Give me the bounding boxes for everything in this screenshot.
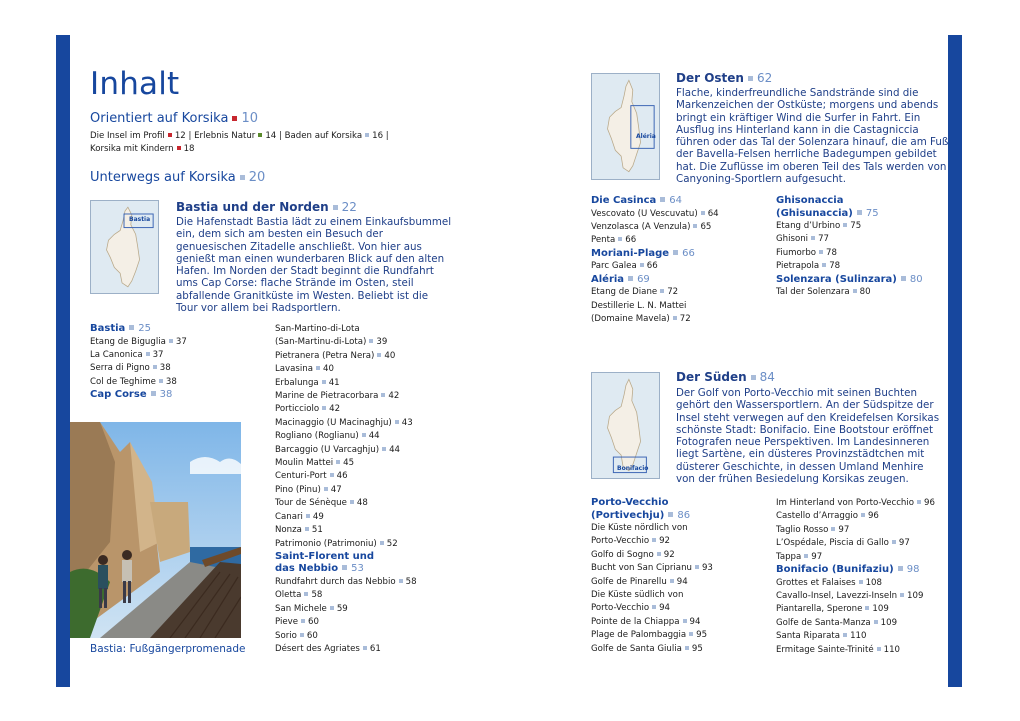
- page-number: 97: [898, 538, 910, 549]
- entry-label: (Ghisunaccia): [776, 207, 853, 219]
- entry-label: Rogliano (Roglianu): [275, 431, 359, 442]
- toc-entry[interactable]: [275, 630, 417, 643]
- entry-label: L’Ospédale, Piscia di Gallo: [776, 538, 889, 549]
- entry-label: Golfe de Santa Giulia: [591, 643, 682, 654]
- toc-entry[interactable]: [275, 430, 417, 443]
- toc-entry[interactable]: [591, 234, 719, 247]
- description-line: genießt man einen wunderbaren Blick auf den alten: [176, 252, 445, 265]
- entry-label: Fiumorbo: [776, 247, 817, 258]
- toc-entry[interactable]: Baden auf Korsika: [284, 131, 363, 141]
- entry-label: Penta: [591, 235, 616, 246]
- entry-label: Macinaggio (U Macinaghju): [275, 417, 392, 428]
- toc-entry[interactable]: [275, 457, 417, 470]
- toc-subheading[interactable]: [591, 195, 719, 208]
- entry-label: Serra di Pigno: [90, 363, 150, 374]
- page-number: 64: [669, 195, 682, 206]
- separator: |: [383, 131, 389, 141]
- entry-label: Bucht von San Ciprianu: [591, 563, 692, 574]
- description-line: genuesischen Zitadelle anschließt. Von hier aus: [176, 240, 422, 253]
- entry-label: Oletta: [275, 590, 302, 601]
- toc-entry[interactable]: [591, 576, 713, 589]
- page-number: 94: [659, 603, 671, 614]
- entry-label: das Nebbio: [275, 563, 339, 575]
- page-number: 86: [677, 509, 691, 521]
- page-number: 12: [174, 131, 186, 141]
- entry-label: Grottes et Falaises: [776, 577, 856, 588]
- page-number: 48: [356, 498, 368, 509]
- toc-entry[interactable]: [275, 643, 417, 656]
- toc-entry[interactable]: [591, 286, 719, 299]
- description-line: düsterer Geschichte, in dessen Umland Menhire: [676, 460, 924, 473]
- bastia-description: [176, 216, 451, 314]
- right-margin-bar: [948, 35, 962, 687]
- osten-list-1: [591, 195, 719, 326]
- left-margin-bar: [56, 35, 70, 687]
- entry-label: Sorio: [275, 630, 297, 641]
- toc-subheading[interactable]: [275, 551, 417, 564]
- sueden-list-1: [591, 497, 713, 656]
- toc-entry[interactable]: [90, 376, 187, 389]
- entry-label: Centuri-Port: [275, 471, 327, 482]
- separator: |: [276, 131, 285, 141]
- entry-label: Erbalunga: [275, 377, 319, 388]
- page-number: 97: [811, 551, 823, 562]
- description-line: Insel steht verwegen auf den Kreidefelsen Korsikas: [676, 411, 940, 424]
- page-number: 93: [701, 563, 713, 574]
- toc-entry[interactable]: [275, 323, 417, 336]
- toc-entry[interactable]: [776, 537, 935, 550]
- toc-entry[interactable]: [776, 603, 935, 616]
- toc-entry[interactable]: [275, 603, 417, 616]
- entry-label: Etang d’Urbino: [776, 221, 841, 231]
- toc-subheading[interactable]: [591, 274, 719, 287]
- entry-label: Die Küste nördlich von: [591, 523, 688, 533]
- corsica-map-icon: [592, 373, 659, 478]
- entry-label: Tour de Sénèque: [275, 498, 347, 509]
- osten-heading[interactable]: Der Osten 62: [676, 71, 773, 85]
- entry-label: Tappa: [776, 551, 802, 562]
- description-line: Markenzeichen der Ostküste; morgens und abends: [676, 99, 939, 112]
- toc-entry[interactable]: [275, 484, 417, 497]
- description-line: führen oder das Tal der Solenzara hinauf, die am Fuß: [676, 136, 949, 149]
- entry-label: Solenzara (Sulinzara): [776, 273, 897, 285]
- corsica-map-icon: [91, 201, 158, 293]
- page-number: 110: [883, 644, 901, 655]
- page-number: 18: [183, 144, 195, 155]
- entry-label: Marine de Pietracorbara: [275, 391, 379, 402]
- description-line: von der frühen Besiedelung Korsikas zeugen.: [676, 473, 909, 486]
- page-number: 60: [308, 617, 319, 628]
- corsica-map-icon: [592, 74, 659, 179]
- toc-subheading[interactable]: [776, 274, 923, 287]
- toc-entry[interactable]: [591, 300, 719, 313]
- map-osten: Aléria: [591, 73, 660, 180]
- entry-label: Pointe de la Chiappa: [591, 616, 680, 627]
- entry-label: Ermitage Sainte-Trinité: [776, 644, 874, 655]
- entry-label: Moriani-Plage: [591, 247, 670, 259]
- page-number: 65: [700, 221, 712, 232]
- toc-entry[interactable]: [591, 208, 719, 221]
- description-line: Tour vor allem bei Radsportlern.: [176, 302, 341, 315]
- toc-entry[interactable]: [776, 233, 923, 246]
- page-number: 64: [707, 208, 719, 219]
- toc-entry[interactable]: [591, 602, 713, 615]
- entry-label: Santa Riparata: [776, 631, 841, 642]
- page-number: 96: [867, 511, 879, 522]
- toc-entry[interactable]: [275, 511, 417, 524]
- page-number: 59: [336, 603, 348, 614]
- toc-subheading[interactable]: [776, 208, 923, 221]
- toc-entry[interactable]: [776, 551, 935, 564]
- toc-entry[interactable]: [591, 535, 713, 548]
- toc-entry[interactable]: [776, 510, 935, 523]
- toc-entry[interactable]: [275, 377, 417, 390]
- entry-label: Porticciolo: [275, 404, 320, 415]
- photo-bastia-promenade: [70, 422, 241, 638]
- toc-entry[interactable]: [776, 260, 923, 273]
- page-number: 95: [696, 630, 708, 641]
- page-number: 66: [625, 235, 637, 246]
- toc-entry[interactable]: [591, 616, 713, 629]
- section-unterwegs[interactable]: Unterwegs auf Korsika 20: [90, 170, 266, 185]
- page-number: 47: [330, 484, 342, 495]
- page-number: 37: [152, 349, 164, 360]
- osten-description: [676, 87, 948, 185]
- toc-entry[interactable]: [591, 643, 713, 656]
- description-line: abfallende Granitküste im Westen. Beliebt ist die: [176, 289, 429, 302]
- toc-entry[interactable]: [776, 497, 935, 510]
- toc-entry[interactable]: [275, 350, 417, 363]
- entry-label: Patrimonio (Patrimoniu): [275, 538, 377, 549]
- toc-entry[interactable]: [275, 538, 417, 551]
- bastia-heading[interactable]: Bastia und der Norden 22: [176, 200, 357, 214]
- toc-entry[interactable]: [275, 417, 417, 430]
- sueden-list-2: [776, 497, 935, 657]
- entry-label: Pieve: [275, 617, 299, 628]
- entry-label: Taglio Rosso: [776, 524, 829, 535]
- entry-label: Golfe de Santa-Manza: [776, 617, 871, 628]
- page-number: 40: [384, 350, 396, 361]
- toc-entry[interactable]: [90, 349, 187, 362]
- entry-label: Moulin Mattei: [275, 458, 334, 469]
- page-number: 109: [907, 590, 924, 601]
- toc-entry[interactable]: [275, 470, 417, 483]
- toc-subheading[interactable]: [90, 323, 187, 336]
- description-line: Hafen. Im Norden der Stadt beginnt die Rundfahrt: [176, 265, 434, 278]
- toc-entry[interactable]: [776, 286, 923, 299]
- toc-entry[interactable]: [591, 562, 713, 575]
- map-sueden: Bonifacio: [591, 372, 660, 479]
- toc-entry[interactable]: [275, 524, 417, 537]
- page-number: 41: [328, 377, 340, 388]
- page-number: 78: [829, 261, 841, 272]
- page-number: 58: [311, 590, 323, 601]
- page-number: 92: [663, 549, 675, 560]
- page-number: 49: [312, 511, 324, 522]
- description-line: Canyoning-Sportlern aufgesucht.: [676, 173, 846, 186]
- entry-label: Porto-Vecchio: [591, 536, 650, 547]
- entry-label: Lavasina: [275, 364, 313, 375]
- toc-entry[interactable]: [275, 616, 417, 629]
- toc-entry[interactable]: Die Insel im Profil: [90, 131, 165, 141]
- toc-entry[interactable]: [275, 576, 417, 589]
- entry-label: Parc Galea: [591, 261, 637, 272]
- page-number: 94: [689, 616, 701, 627]
- page-number: 69: [637, 273, 650, 285]
- toc-entry[interactable]: [776, 617, 935, 630]
- description-line: Fotografen neue Perspektiven. Im Landesinneren: [676, 436, 930, 449]
- entry-label: Pino (Pinu): [275, 484, 321, 495]
- toc-entry[interactable]: [275, 336, 417, 349]
- bastia-list-2: [275, 323, 417, 656]
- toc-subheading[interactable]: [591, 510, 713, 523]
- entry-label: Bonifacio (Bunifaziu): [776, 564, 894, 576]
- entry-label: Destillerie L. N. Mattei: [591, 300, 687, 311]
- entry-label: San Michele: [275, 603, 327, 614]
- entry-label: Vescovato (U Vescuvatu): [591, 208, 698, 219]
- toc-subheading[interactable]: [776, 564, 935, 577]
- page-number: 80: [909, 273, 923, 285]
- page-number: 60: [306, 630, 318, 641]
- toc-entry[interactable]: [776, 524, 935, 537]
- description-line: Die Hafenstadt Bastia lädt zu einem Einkaufsbummel: [176, 216, 452, 228]
- toc-entry[interactable]: [591, 589, 713, 602]
- page-number: 38: [165, 376, 177, 387]
- page-number: 51: [311, 525, 323, 536]
- description-line: ein, dem sich am besten ein Besuch der: [176, 228, 383, 241]
- description-line: Ausflug ins Hinterland kann in die Castagniccia: [676, 123, 919, 136]
- page-number: 75: [865, 207, 879, 219]
- toc-entry[interactable]: [591, 549, 713, 562]
- page-number: 14: [265, 131, 277, 141]
- entry-label: Die Küste südlich von: [591, 590, 684, 601]
- toc-entry[interactable]: [776, 644, 935, 657]
- toc-entry[interactable]: Korsika mit Kindern: [90, 144, 174, 155]
- entry-label: Etang de Diane: [591, 287, 658, 298]
- entry-label: Barcaggio (U Varcaghju): [275, 444, 380, 455]
- entry-label: Golfe de Pinarellu: [591, 576, 667, 587]
- sueden-description: [676, 387, 939, 485]
- entry-label: Rundfahrt durch das Nebbio: [275, 576, 396, 587]
- page-number: 53: [351, 563, 364, 575]
- page-number: 43: [401, 417, 413, 428]
- osten-list-2: [776, 195, 923, 300]
- page-number: 16: [372, 131, 384, 141]
- toc-entry[interactable]: [776, 577, 935, 590]
- entry-label: Ghisoni: [776, 234, 809, 245]
- map-bastia: Bastia: [90, 200, 159, 294]
- page-number: 95: [691, 643, 703, 654]
- toc-entry[interactable]: [776, 247, 923, 260]
- page-number: 72: [679, 313, 691, 324]
- entry-label: Tal der Solenzara: [776, 287, 850, 298]
- page-number: 52: [386, 538, 398, 549]
- entry-label: Porto-Vecchio: [591, 603, 650, 614]
- toc-entry[interactable]: [275, 403, 417, 416]
- page-number: 109: [880, 617, 898, 628]
- page-number: 61: [369, 643, 381, 654]
- description-line: schönste Stadt: Bonifacio. Eine Bootstour eröffnet: [676, 423, 934, 436]
- entry-label: San-Martino-di-Lota: [275, 324, 360, 334]
- page-number: 40: [322, 364, 334, 375]
- separator: |: [185, 131, 195, 141]
- toc-subheading[interactable]: [776, 195, 923, 208]
- page-number: 46: [336, 471, 348, 482]
- description-line: gehört den Wassersportlern. An der Südspitze der: [676, 399, 934, 412]
- entry-label: Die Casinca: [591, 195, 657, 206]
- description-line: bringt ein kräftiger Wind die Surfer in Fahrt. Ein: [676, 111, 921, 124]
- entry-label: Venzolasca (A Venzula): [591, 221, 691, 232]
- entry-label: Etang de Biguglia: [90, 336, 166, 347]
- toc-entry[interactable]: [275, 589, 417, 602]
- page-number: 42: [329, 404, 341, 415]
- page-number: 78: [826, 247, 837, 258]
- toc-entry[interactable]: [591, 260, 719, 273]
- page-number: 66: [646, 261, 658, 272]
- toc-entry[interactable]: [776, 590, 935, 603]
- toc-entry[interactable]: [275, 497, 417, 510]
- page-number: 66: [682, 247, 695, 259]
- page-title: Inhalt: [90, 66, 180, 102]
- page-number: 38: [159, 389, 173, 401]
- entry-label: La Canonica: [90, 349, 143, 360]
- entry-label: Pietranera (Petra Nera): [275, 350, 375, 361]
- entry-label: Canari: [275, 511, 303, 522]
- entry-label: Im Hinterland von Porto-Vecchio: [776, 498, 915, 508]
- toc-entry[interactable]: [591, 629, 713, 642]
- entry-label: Porto-Vecchio: [591, 497, 669, 508]
- page-number: 110: [850, 631, 867, 642]
- page-number: 75: [850, 221, 862, 231]
- toc-entry[interactable]: [776, 220, 923, 233]
- entry-label: Plage de Palombaggia: [591, 630, 687, 641]
- page-number: 92: [659, 536, 671, 547]
- entry-label: Cavallo-Insel, Lavezzi-Inseln: [776, 590, 898, 601]
- page-number: 44: [368, 431, 380, 442]
- entry-label: Cap Corse: [90, 389, 147, 401]
- toc-entry[interactable]: [591, 313, 719, 326]
- page-number: 42: [388, 391, 400, 402]
- page-number: 77: [818, 234, 830, 245]
- toc-subheading[interactable]: [591, 497, 713, 510]
- entry-label: (Portivechju): [591, 509, 665, 521]
- description-line: hat. Die Zuflüsse im oberen Teil des Tals werden von: [676, 160, 947, 173]
- entry-label: Golfo di Sogno: [591, 549, 654, 560]
- entry-label: Saint-Florent und: [275, 550, 375, 562]
- entry-label: Désert des Agriates: [275, 643, 360, 654]
- entry-label: Col de Teghime: [90, 376, 156, 387]
- description-line: der Bavella-Felsen herrliche Badegumpen gebildet: [676, 148, 937, 161]
- page-number: 96: [924, 498, 935, 508]
- toc-entry[interactable]: [275, 444, 417, 457]
- page-number: 108: [865, 577, 882, 588]
- description-line: Der Golf von Porto-Vecchio mit seinen Buchten: [676, 387, 917, 399]
- toc-subheading[interactable]: [591, 248, 719, 261]
- page-number: 39: [376, 337, 388, 348]
- description-line: Flache, kinderfreundliche Sandstrände sind die: [676, 87, 919, 99]
- toc-entry[interactable]: [776, 630, 935, 643]
- section-orientiert[interactable]: Orientiert auf Korsika 10: [90, 111, 258, 126]
- page-number: 25: [138, 323, 152, 334]
- page-number: 94: [676, 576, 688, 587]
- page-number: 37: [175, 336, 187, 347]
- page-number: 72: [667, 287, 679, 298]
- page-number: 58: [405, 576, 417, 587]
- bastia-list-1: [90, 323, 187, 402]
- entry-label: Ghisonaccia: [776, 195, 844, 206]
- photo-caption: Bastia: Fußgängerpromenade: [90, 643, 246, 655]
- entry-label: Nonza: [275, 525, 302, 536]
- entry-label: Aléria: [591, 273, 625, 285]
- sueden-heading[interactable]: Der Süden 84: [676, 370, 775, 384]
- toc-subheading[interactable]: [275, 563, 417, 576]
- entry-label: (Domaine Mavela): [591, 313, 670, 324]
- page-number: 38: [159, 363, 171, 374]
- description-line: ums Cap Corse: flache Strände im Osten, steil: [176, 277, 414, 290]
- orientiert-items: [90, 130, 389, 157]
- entry-label: Piantarella, Sperone: [776, 604, 863, 615]
- toc-entry[interactable]: [591, 522, 713, 535]
- entry-label: Pietrapola: [776, 261, 820, 272]
- toc-entry[interactable]: [275, 390, 417, 403]
- toc-entry[interactable]: [90, 336, 187, 349]
- entry-label: Bastia: [90, 323, 126, 334]
- toc-entry[interactable]: [591, 221, 719, 234]
- page-number: 98: [906, 564, 920, 576]
- toc-subheading[interactable]: [90, 389, 187, 402]
- page-number: 109: [872, 604, 889, 615]
- page-number: 44: [389, 444, 400, 455]
- page-number: 45: [343, 458, 355, 469]
- page-number: 97: [838, 524, 850, 535]
- entry-label: (San-Martinu-di-Lota): [275, 337, 367, 348]
- page-number: 80: [859, 287, 871, 298]
- toc-entry[interactable]: Erlebnis Natur: [194, 131, 256, 141]
- description-line: liegt Sartène, ein düsteres Provinzstädtchen mit: [676, 448, 925, 461]
- toc-entry[interactable]: [275, 363, 417, 376]
- entry-label: Castello d’Arraggio: [776, 511, 858, 522]
- toc-entry[interactable]: [90, 362, 187, 375]
